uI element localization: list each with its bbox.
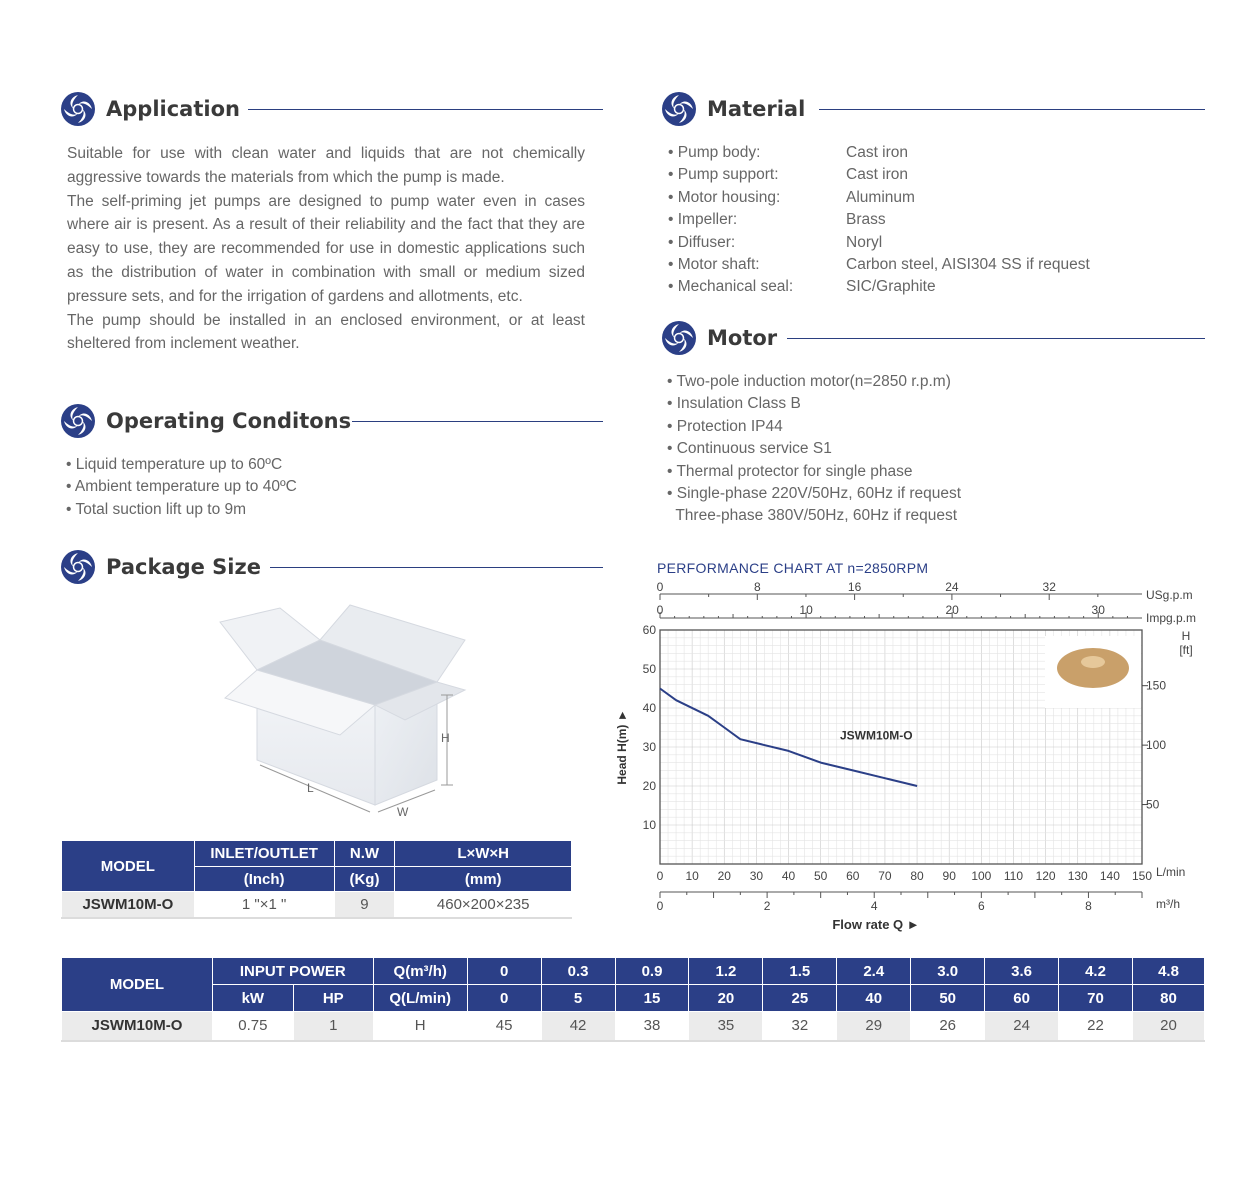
application-paragraph: The self-priming jet pumps are designed to pump water even in cases where air is present. As a result of their reliability and the fact that they are easy to use, they are recommended for use in domestic applications such as the distribution of water in combination with small or medium sized pressure sets, and for the irrigation of gardens and allotments, etc. — [67, 192, 585, 305]
kw-header: kW — [212, 985, 293, 1012]
material-row: • Pump body: Cast iron — [668, 144, 909, 161]
x-tick-label: 50 — [813, 869, 828, 883]
motor-item: • Continuous service S1 — [667, 440, 832, 458]
head-value-cell: 26 — [911, 1012, 985, 1041]
usg-tick-label: 8 — [753, 580, 761, 594]
ft-unit-label: [ft] — [1179, 643, 1193, 657]
pump-swirl-icon — [60, 91, 96, 127]
operating-item: • Total suction lift up to 9m — [66, 500, 247, 518]
q-lmin-value: 60 — [985, 985, 1059, 1012]
dim-header: L×W×H — [395, 841, 572, 867]
motor-item: • Thermal protector for single phase — [667, 462, 913, 480]
q-lmin-value: 0 — [467, 985, 541, 1012]
application-header — [60, 89, 605, 129]
dim-cell: 460×200×235 — [395, 892, 572, 918]
head-value-cell: 24 — [985, 1012, 1059, 1041]
x-tick-label: 80 — [910, 869, 924, 883]
material-row: • Pump support: Cast iron — [668, 166, 909, 184]
pump-swirl-icon — [60, 403, 96, 439]
x-tick-label: 20 — [717, 869, 731, 883]
x-tick-label: 120 — [1035, 869, 1056, 883]
motor-item: Three-phase 380V/50Hz, 60Hz if request — [667, 507, 958, 525]
head-value-cell: 38 — [615, 1012, 689, 1041]
motor-title: Motor — [707, 326, 778, 350]
material-row: • Motor housing: Aluminum — [668, 188, 915, 206]
head-value-cell: 32 — [763, 1012, 837, 1041]
package-table — [61, 840, 572, 919]
material-list — [668, 142, 1090, 299]
nw-unit: (Kg) — [334, 867, 395, 892]
pump-swirl-icon — [60, 549, 96, 585]
x-tick-label: 70 — [878, 869, 892, 883]
y-tick-label: 10 — [642, 818, 656, 832]
q-m3h-value: 0.3 — [541, 958, 615, 985]
usg-tick-label: 24 — [945, 580, 959, 594]
curve-label: JSWM10M-O — [839, 728, 913, 743]
package-box-illustration — [215, 600, 475, 830]
q-lmin-value: 20 — [689, 985, 763, 1012]
head-value-cell: 20 — [1132, 1012, 1204, 1041]
box-width-label: W — [397, 805, 409, 819]
nw-header: N.W — [334, 841, 395, 867]
x-unit-lmin: L/min — [1156, 865, 1186, 879]
ft-tick-label: 150 — [1146, 678, 1167, 693]
x-tick-label: 10 — [685, 869, 699, 883]
m3h-tick-label: 8 — [1085, 899, 1092, 913]
x-tick-label: 0 — [656, 869, 664, 883]
y-axis-label: Head H(m) ► — [615, 709, 629, 785]
q-lmin-value: 5 — [541, 985, 615, 1012]
ft-tick-label: 100 — [1146, 738, 1167, 753]
material-title: Material — [707, 97, 806, 121]
table-row — [62, 1012, 1205, 1041]
head-value-cell: 29 — [837, 1012, 911, 1041]
x-axis-label: Flow rate Q ► — [832, 917, 920, 932]
hp-header: HP — [293, 985, 373, 1012]
imp-tick-label: 30 — [1091, 603, 1105, 617]
q-m3h-value: 1.2 — [689, 958, 763, 985]
material-row: • Diffuser: Noryl — [668, 233, 883, 251]
ft-tick-label: 50 — [1146, 797, 1160, 812]
h-cell: H — [373, 1012, 467, 1041]
section-divider — [270, 567, 603, 568]
section-divider — [352, 421, 603, 422]
imp-tick-label: 10 — [799, 603, 813, 617]
q-lmin-value: 40 — [837, 985, 911, 1012]
dim-unit: (mm) — [395, 867, 572, 892]
usg-tick-label: 16 — [847, 580, 862, 594]
m3h-tick-label: 2 — [763, 899, 771, 913]
y-tick-label: 30 — [642, 740, 656, 754]
motor-item: • Single-phase 220V/50Hz, 60Hz if request — [667, 485, 962, 503]
operating-header — [60, 401, 605, 441]
x-tick-label: 60 — [846, 869, 860, 883]
head-value-cell: 42 — [541, 1012, 615, 1041]
application-title: Application — [106, 97, 240, 121]
x-tick-label: 90 — [942, 869, 956, 883]
q-lmin-header: Q(L/min) — [373, 985, 467, 1012]
table-row — [62, 892, 572, 918]
usg-unit: USg.p.m — [1146, 588, 1193, 602]
kw-cell: 0.75 — [212, 1012, 293, 1041]
q-lmin-value: 80 — [1132, 985, 1204, 1012]
inlet-header: INLET/OUTLET — [194, 841, 334, 867]
x-unit-m3h: m³/h — [1156, 897, 1180, 911]
m3h-tick-label: 6 — [977, 899, 985, 913]
pump-swirl-icon — [661, 91, 697, 127]
x-tick-label: 30 — [749, 869, 764, 883]
material-row: • Mechanical seal: SIC/Graphite — [668, 278, 936, 296]
operating-title: Operating Conditons — [106, 409, 352, 433]
box-height-label: H — [441, 731, 450, 745]
x-tick-label: 150 — [1131, 869, 1153, 883]
q-lmin-value: 15 — [615, 985, 689, 1012]
x-tick-label: 110 — [1003, 869, 1024, 883]
usg-tick-label: 0 — [656, 580, 664, 594]
section-divider — [787, 338, 1205, 339]
motor-list — [667, 371, 961, 528]
ft-unit-label: H — [1181, 629, 1191, 643]
q-lmin-value: 25 — [763, 985, 837, 1012]
q-lmin-value: 50 — [911, 985, 985, 1012]
q-m3h-value: 4.8 — [1132, 958, 1204, 985]
q-m3h-value: 0 — [467, 958, 541, 985]
x-tick-label: 130 — [1067, 869, 1088, 883]
imp-unit: Impg.p.m — [1146, 611, 1197, 625]
material-row: • Impeller: Brass — [668, 211, 886, 229]
input-power-header: INPUT POWER — [212, 958, 373, 985]
head-value-cell: 22 — [1059, 1012, 1133, 1041]
x-tick-label: 40 — [781, 869, 796, 883]
material-row: • Motor shaft: Carbon steel, AISI304 SS if request — [668, 256, 1090, 274]
application-paragraph: Suitable for use with clean water and liquids that are not chemically aggressive towards the materials from which the pump is made. — [67, 145, 585, 186]
q-m3h-value: 0.9 — [615, 958, 689, 985]
motor-header — [661, 318, 1206, 358]
imp-tick-label: 20 — [945, 603, 959, 617]
head-value-cell: 35 — [689, 1012, 763, 1041]
m3h-tick-label: 0 — [656, 899, 664, 913]
performance-chart — [600, 580, 1220, 940]
usg-tick-label: 32 — [1042, 580, 1056, 594]
imp-tick-label: 0 — [656, 603, 664, 617]
q-m3h-value: 3.6 — [985, 958, 1059, 985]
q-m3h-value: 4.2 — [1059, 958, 1133, 985]
y-tick-label: 60 — [642, 623, 656, 637]
motor-item: • Protection IP44 — [667, 417, 783, 435]
model-cell: JSWM10M-O — [62, 892, 195, 918]
q-m3h-value: 2.4 — [837, 958, 911, 985]
model-cell: JSWM10M-O — [62, 1012, 213, 1041]
material-header — [661, 89, 1206, 129]
chart-title: PERFORMANCE CHART AT n=2850RPM — [657, 560, 929, 576]
x-tick-label: 140 — [1099, 869, 1120, 883]
section-divider — [819, 109, 1205, 110]
performance-table — [61, 957, 1205, 1042]
operating-list — [66, 454, 297, 521]
model-header: MODEL — [62, 958, 213, 1012]
nw-cell: 9 — [334, 892, 395, 918]
package-header — [60, 547, 605, 587]
y-tick-label: 50 — [642, 662, 656, 676]
m3h-tick-label: 4 — [870, 899, 878, 913]
pump-swirl-icon — [661, 320, 697, 356]
box-length-label: L — [307, 781, 314, 795]
model-header: MODEL — [62, 841, 195, 892]
head-value-cell: 45 — [467, 1012, 541, 1041]
application-text — [67, 142, 585, 356]
q-m3h-value: 1.5 — [763, 958, 837, 985]
q-m3h-header: Q(m³/h) — [373, 958, 467, 985]
inlet-unit: (Inch) — [194, 867, 334, 892]
motor-item: • Insulation Class B — [667, 395, 801, 413]
application-paragraph: The pump should be installed in an enclosed environment, or at least sheltered from inclement weather. — [67, 311, 585, 353]
x-tick-label: 100 — [971, 869, 992, 883]
inlet-cell: 1 "×1 " — [194, 892, 334, 918]
impeller-hub — [1081, 656, 1105, 668]
y-tick-label: 40 — [642, 701, 656, 715]
hp-cell: 1 — [293, 1012, 373, 1041]
q-lmin-value: 70 — [1059, 985, 1133, 1012]
q-m3h-value: 3.0 — [911, 958, 985, 985]
operating-item: • Liquid temperature up to 60ºC — [66, 456, 283, 473]
y-tick-label: 20 — [642, 779, 656, 793]
package-title: Package Size — [106, 555, 261, 579]
section-divider — [248, 109, 603, 110]
motor-item: • Two-pole induction motor(n=2850 r.p.m) — [667, 373, 951, 390]
operating-item: • Ambient temperature up to 40ºC — [66, 478, 297, 496]
